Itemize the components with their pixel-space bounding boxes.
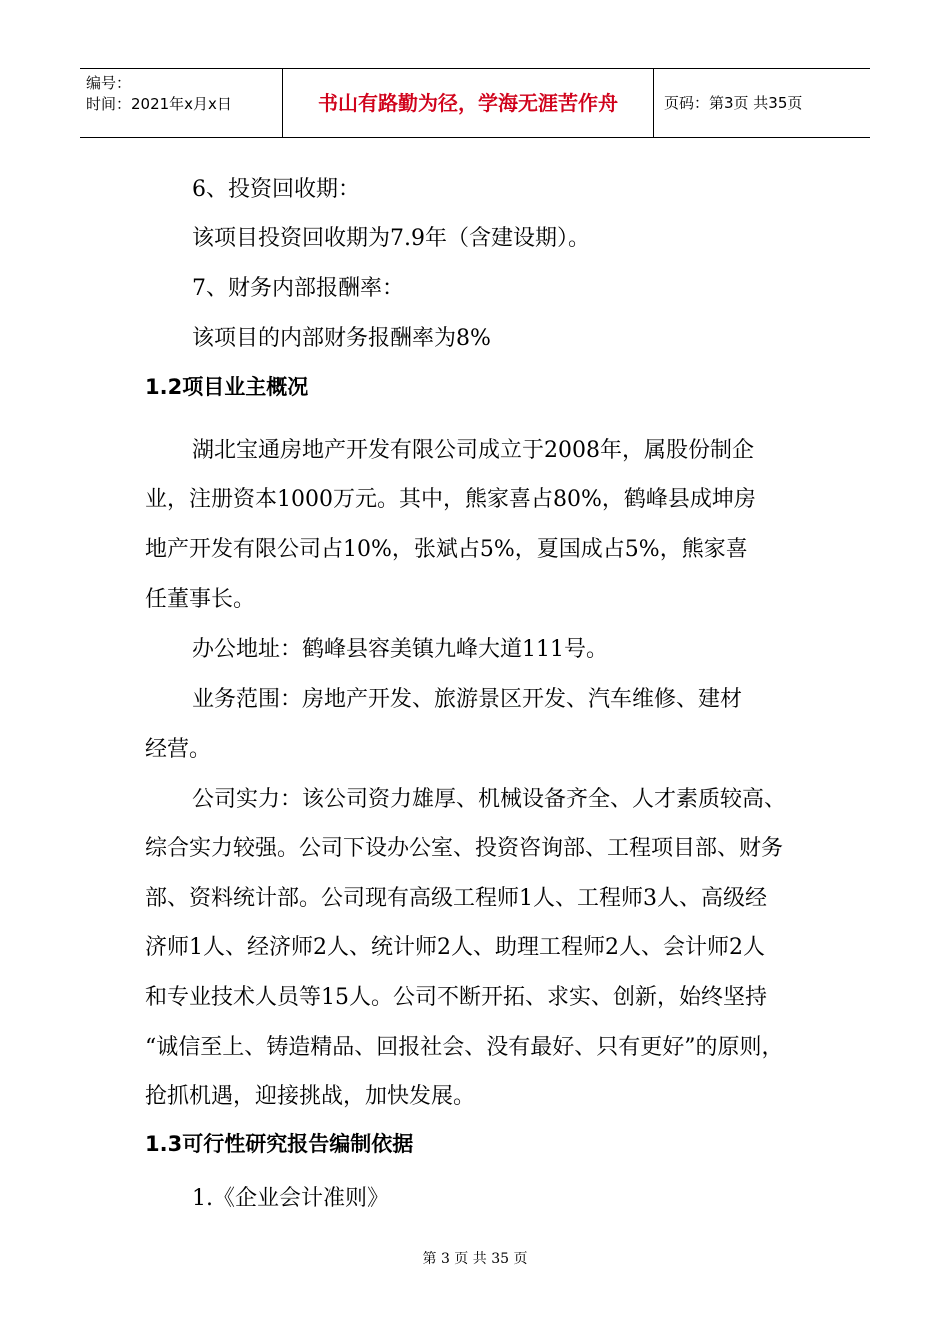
owner-para-line: 任董事长。 <box>145 587 256 612</box>
strength-para-line: 部、资料统计部。公司现有高级工程师1人、工程师3人、高级经 <box>145 886 767 911</box>
basis-item-1: 1.《企业会计准则》 <box>192 1186 389 1211</box>
strength-para-line: 公司实力：该公司资力雄厚、机械设备齐全、人才素质较高、 <box>192 787 787 812</box>
payback-text: 该项目投资回收期为7.9年（含建设期）。 <box>192 226 590 251</box>
strength-para-line: “诚信至上、铸造精品、回报社会、没有最好、只有更好”的原则， <box>145 1035 784 1060</box>
owner-para-line: 地产开发有限公司占10%，张斌占5%，夏国成占5%，熊家喜 <box>145 537 748 562</box>
strength-para-line: 济师1人、经济师2人、统计师2人、助理工程师2人、会计师2人 <box>145 935 765 960</box>
strength-para-line: 和专业技术人员等15人。公司不断开拓、求实、创新，始终坚持 <box>145 985 767 1010</box>
time-label: 时间：2021年x月x日 <box>86 95 232 113</box>
section-7-title: 7、财务内部报酬率： <box>192 276 404 301</box>
header-motto: 书山有路勤为径，学海无涯苦作舟 <box>283 69 654 137</box>
scope-para-line: 经营。 <box>145 737 212 762</box>
heading-1-2: 1.2项目业主概况 <box>145 375 309 399</box>
header-meta <box>80 69 283 137</box>
address-text: 办公地址：鹤峰县容美镇九峰大道111号。 <box>192 637 608 662</box>
page-header <box>80 68 870 138</box>
owner-para-line: 湖北宝通房地产开发有限公司成立于2008年，属股份制企 <box>192 438 754 463</box>
scope-para-line: 业务范围：房地产开发、旅游景区开发、汽车维修、建材 <box>192 687 743 712</box>
strength-para-line: 综合实力较强。公司下设办公室、投资咨询部、工程项目部、财务 <box>145 836 784 861</box>
section-6-title: 6、投资回收期： <box>192 177 360 202</box>
page-footer: 第 3 页 共 35 页 <box>422 1251 528 1267</box>
strength-para-line: 抢抓机遇，迎接挑战，加快发展。 <box>145 1084 476 1109</box>
header-page-info: 页码：第3页 共35页 <box>664 94 803 112</box>
owner-para-line: 业，注册资本1000万元。其中，熊家喜占80%，鹤峰县成坤房 <box>145 487 756 512</box>
irr-text: 该项目的内部财务报酬率为8% <box>192 326 491 351</box>
number-label: 编号： <box>86 74 132 92</box>
heading-1-3: 1.3可行性研究报告编制依据 <box>145 1132 414 1156</box>
